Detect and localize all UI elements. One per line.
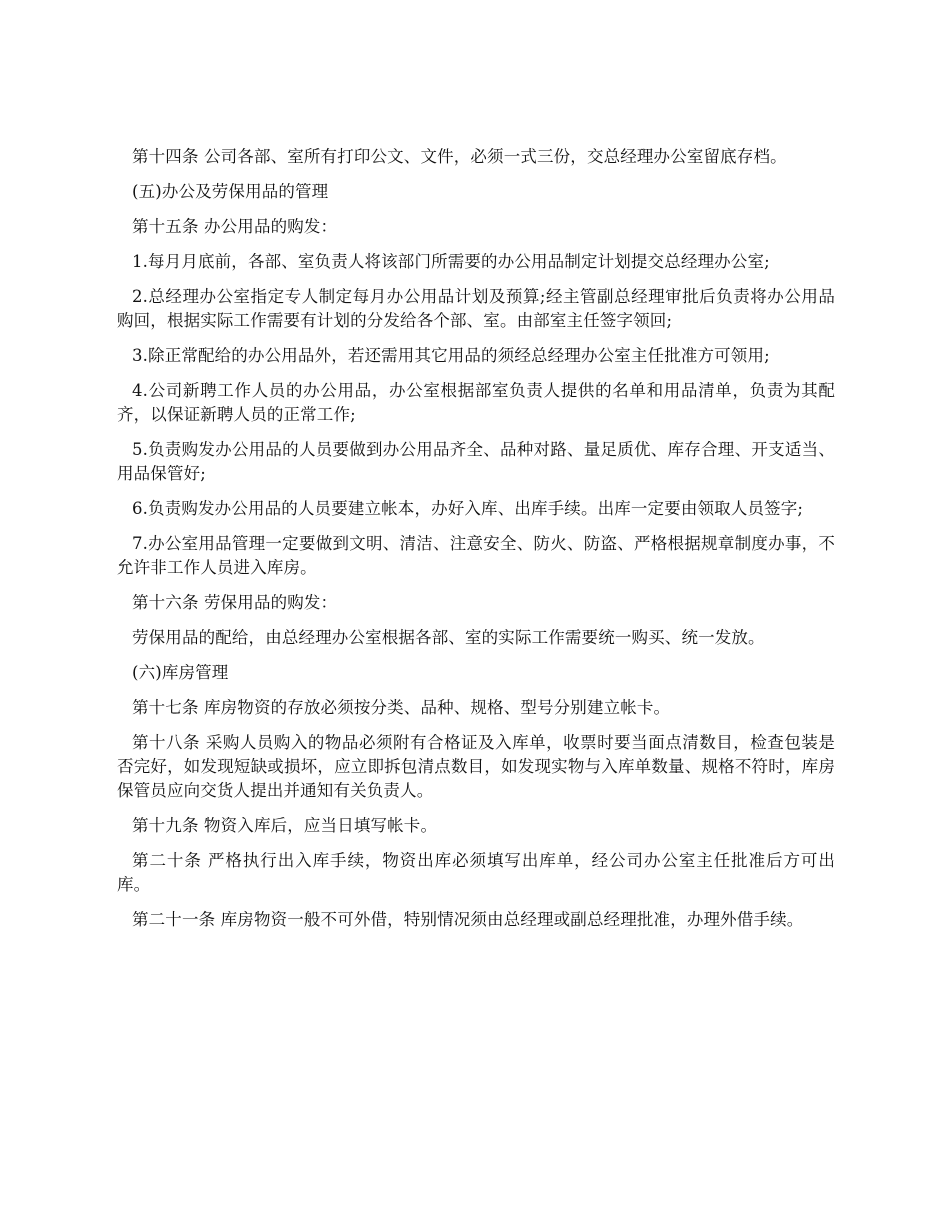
article-16-body: 劳保用品的配给，由总经理办公室根据各部、室的实际工作需要统一购买、统一发放。 — [132, 628, 765, 647]
article-15-item-6: 6.负责购发办公用品的人员要建立帐本，办好入库、出库手续。出库一定要由领取人员签字; — [132, 499, 804, 518]
article-20: 第二十条 严格执行出入库手续，物资出库必须填写出库单，经公司办公室主任批准后方可出库。 — [117, 851, 835, 894]
article-17: 第十七条 库房物资的存放必须按分类、品种、规格、型号分别建立帐卡。 — [132, 698, 671, 717]
section-6-heading: (六)库房管理 — [132, 663, 229, 682]
article-18: 第十八条 采购人员购入的物品必须附有合格证及入库单，收票时要当面点清数目，检查包装是否完好，如发现短缺或损坏，应立即拆包清点数目，如发现实物与入库单数量、规格不符时，库房保管员应向交货人提出并通知有关负责人。 — [117, 733, 835, 800]
article-15-item-1: 1.每月月底前，各部、室负责人将该部门所需要的办公用品制定计划提交总经理办公室; — [132, 252, 770, 271]
article-15-item-4: 4.公司新聘工作人员的办公用品，办公室根据部室负责人提供的名单和用品清单，负责为其配齐，以保证新聘人员的正常工作; — [117, 381, 835, 424]
article-15-item-5: 5.负责购发办公用品的人员要做到办公用品齐全、品种对路、量足质优、库存合理、开支适当、用品保管好; — [117, 440, 835, 483]
article-15-item-2: 2.总经理办公室指定专人制定每月办公用品计划及预算;经主管副总经理审批后负责将办公用品购回，根据实际工作需要有计划的分发给各个部、室。由部室主任签字领回; — [117, 287, 835, 330]
article-15: 第十五条 办公用品的购发： — [132, 217, 338, 236]
article-15-item-3: 3.除正常配给的办公用品外，若还需用其它用品的须经总经理办公室主任批准方可领用; — [132, 346, 770, 365]
article-15-item-7: 7.办公室用品管理一定要做到文明、清洁、注意安全、防火、防盗、严格根据规章制度办事，不允许非工作人员进入库房。 — [117, 534, 835, 577]
document-body — [117, 145, 835, 943]
article-14: 第十四条 公司各部、室所有打印公文、文件，必须一式三份，交总经理办公室留底存档。 — [132, 147, 787, 166]
article-19: 第十九条 物资入库后，应当日填写帐卡。 — [132, 816, 438, 835]
article-21: 第二十一条 库房物资一般不可外借，特别情况须由总经理或副总经理批准，办理外借手续。 — [132, 910, 804, 929]
article-16: 第十六条 劳保用品的购发： — [132, 593, 338, 612]
section-5-heading: (五)办公及劳保用品的管理 — [132, 182, 329, 201]
